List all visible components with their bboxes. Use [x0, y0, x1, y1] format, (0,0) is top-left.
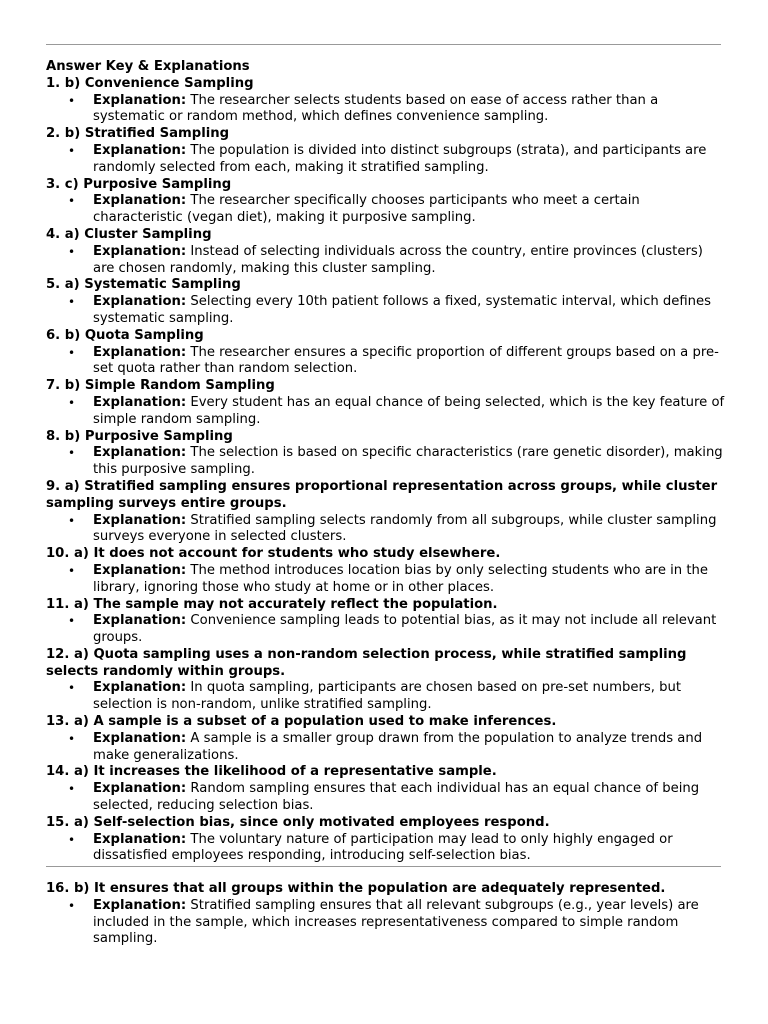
answer-title: 3. c) Purposive Sampling: [46, 176, 232, 192]
explanation-list: [46, 395, 726, 429]
explanation-text: Stratified sampling selects randomly from all subgroups, while cluster sampling surveys everyone in selected clusters.: [93, 512, 717, 545]
explanation-label: Explanation:: [93, 562, 187, 578]
explanation-text: The selection is based on specific characteristics (rare genetic disorder), making this purposive sampling.: [93, 445, 723, 478]
explanation-list: [46, 513, 726, 547]
bullet-icon: •: [68, 782, 76, 797]
explanation-label: Explanation:: [93, 142, 187, 158]
answer-title: 7. b) Simple Random Sampling: [46, 378, 275, 394]
explanation-label: Explanation:: [93, 344, 187, 360]
explanation-item: [46, 143, 726, 177]
explanation-list: [46, 244, 726, 278]
explanation-label: Explanation:: [93, 512, 187, 528]
top-divider: [46, 44, 721, 45]
explanation-item: [46, 563, 726, 597]
explanation-label: Explanation:: [93, 730, 187, 746]
explanation-list: [46, 193, 726, 227]
explanation-label: Explanation:: [93, 831, 187, 847]
explanation-item: [46, 898, 726, 948]
explanation-text: The researcher ensures a specific proportion of different groups based on a pre-set quota rather than random selection.: [93, 344, 719, 377]
explanation-text: A sample is a smaller group drawn from the population to analyze trends and make generalizations.: [93, 730, 703, 763]
bullet-icon: •: [68, 93, 76, 108]
answer-title: 11. a) The sample may not accurately reflect the population.: [46, 596, 498, 612]
explanation-text: The voluntary nature of participation may lead to only highly engaged or dissatisfied employees responding, introducing self-selection bias.: [93, 831, 673, 864]
explanation-list: [46, 143, 726, 177]
explanation-text: Convenience sampling leads to potential bias, as it may not include all relevant groups.: [93, 613, 717, 646]
page-break-divider: [46, 866, 721, 867]
explanation-item: [46, 244, 726, 278]
answer-title: 4. a) Cluster Sampling: [46, 226, 212, 242]
answer-list-continued: [46, 881, 726, 948]
answer-title: 15. a) Self-selection bias, since only motivated employees respond.: [46, 814, 550, 830]
bullet-icon: •: [68, 563, 76, 578]
bullet-icon: •: [68, 681, 76, 696]
explanation-label: Explanation:: [93, 193, 187, 209]
explanation-list: [46, 345, 726, 379]
explanation-list: [46, 781, 726, 815]
answer-title: 12. a) Quota sampling uses a non-random selection process, while stratified sampling selects randomly within groups.: [46, 646, 687, 679]
explanation-list: [46, 563, 726, 597]
answer-list: [46, 76, 726, 865]
explanation-label: Explanation:: [93, 243, 187, 259]
explanation-label: Explanation:: [93, 394, 187, 410]
bullet-icon: •: [68, 194, 76, 209]
explanation-item: [46, 395, 726, 429]
explanation-label: Explanation:: [93, 680, 187, 696]
explanation-text: Random sampling ensures that each individual has an equal chance of being selected, reducing selection bias.: [93, 781, 700, 814]
bullet-icon: •: [68, 614, 76, 629]
explanation-label: Explanation:: [93, 445, 187, 461]
explanation-label: Explanation:: [93, 781, 187, 797]
answer-title: 9. a) Stratified sampling ensures proportional representation across groups, while cluster sampling surveys entire groups.: [46, 478, 718, 511]
answer-title: 10. a) It does not account for students who study elsewhere.: [46, 546, 501, 562]
explanation-item: [46, 832, 726, 866]
answer-title: 6. b) Quota Sampling: [46, 327, 204, 343]
explanation-item: [46, 781, 726, 815]
explanation-item: [46, 680, 726, 714]
bullet-icon: •: [68, 446, 76, 461]
answer-key-continuation: [46, 881, 726, 948]
explanation-text: The method introduces location bias by only selecting students who are in the library, ignoring those who study at home or in other places.: [93, 562, 708, 595]
explanation-text: Every student has an equal chance of being selected, which is the key feature of simple random sampling.: [93, 394, 725, 427]
bullet-icon: •: [68, 345, 76, 360]
explanation-text: The population is divided into distinct subgroups (strata), and participants are randomly selected from each, making it stratified sampling.: [93, 142, 707, 175]
section-heading: Answer Key & Explanations: [46, 59, 250, 74]
answer-title: 14. a) It increases the likelihood of a representative sample.: [46, 764, 497, 780]
answer-title: 13. a) A sample is a subset of a population used to make inferences.: [46, 714, 557, 730]
explanation-list: [46, 680, 726, 714]
explanation-list: [46, 613, 726, 647]
explanation-item: [46, 613, 726, 647]
answer-title: 5. a) Systematic Sampling: [46, 277, 241, 293]
bullet-icon: •: [68, 295, 76, 310]
bullet-icon: •: [68, 513, 76, 528]
explanation-list: [46, 445, 726, 479]
explanation-label: Explanation:: [93, 92, 187, 108]
explanation-item: [46, 513, 726, 547]
explanation-text: Selecting every 10th patient follows a fixed, systematic interval, which defines systematic sampling.: [93, 294, 711, 326]
explanation-text: Instead of selecting individuals across the country, entire provinces (clusters) are chosen randomly, making this cluster sampling.: [93, 243, 703, 276]
explanation-list: [46, 294, 726, 328]
explanation-list: [46, 832, 726, 866]
explanation-item: [46, 294, 726, 328]
explanation-item: [46, 345, 726, 379]
bullet-icon: •: [68, 143, 76, 158]
answer-title: 16. b) It ensures that all groups within the population are adequately represented.: [46, 881, 666, 896]
explanation-label: Explanation:: [93, 613, 187, 629]
explanation-list: [46, 93, 726, 127]
bullet-icon: •: [68, 395, 76, 410]
answer-title: 1. b) Convenience Sampling: [46, 75, 254, 91]
explanation-item: [46, 93, 726, 127]
explanation-list: [46, 898, 726, 948]
answer-title: 8. b) Purposive Sampling: [46, 428, 233, 444]
bullet-icon: •: [68, 898, 76, 913]
explanation-text: In quota sampling, participants are chosen based on pre-set numbers, but selection is non-random, unlike stratified sampling.: [93, 680, 682, 713]
explanation-list: [46, 731, 726, 765]
explanation-text: The researcher specifically chooses participants who meet a certain characteristic (vegan diet), making it purposive sampling.: [93, 193, 640, 226]
explanation-item: [46, 193, 726, 227]
explanation-label: Explanation:: [93, 294, 187, 310]
answer-key-section: [46, 59, 726, 865]
bullet-icon: •: [68, 731, 76, 746]
answer-title: 2. b) Stratified Sampling: [46, 126, 230, 142]
explanation-text: The researcher selects students based on ease of access rather than a systematic or random method, which defines convenience sampling.: [93, 92, 659, 125]
bullet-icon: •: [68, 832, 76, 847]
explanation-label: Explanation:: [93, 897, 187, 913]
explanation-item: [46, 445, 726, 479]
explanation-item: [46, 731, 726, 765]
bullet-icon: •: [68, 244, 76, 259]
explanation-text: Stratified sampling ensures that all relevant subgroups (e.g., year levels) are included in the sample, which increases representativeness compared to simple random sampling.: [93, 897, 699, 947]
